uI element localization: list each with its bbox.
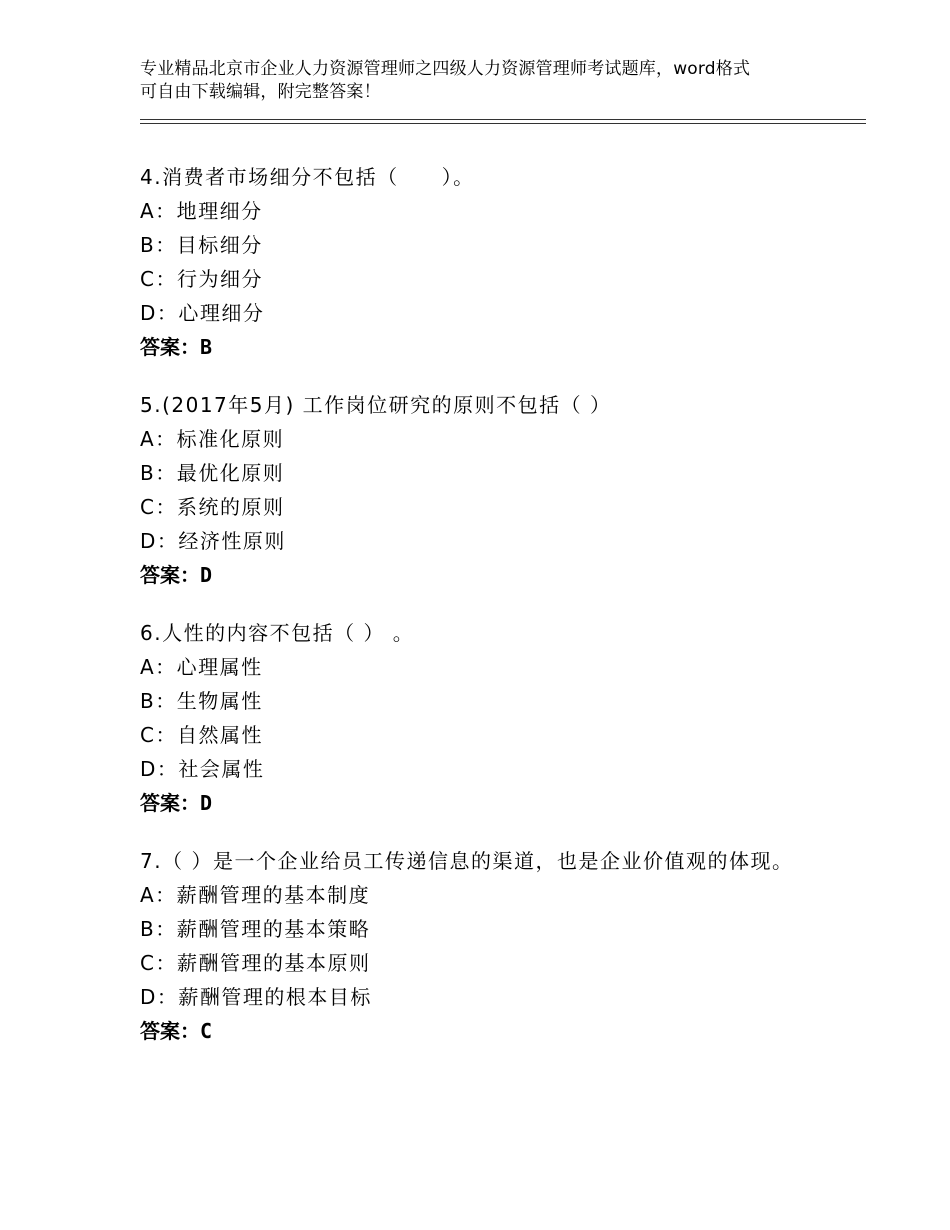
option-c: C：系统的原则	[140, 495, 285, 519]
answer-value: C	[200, 1019, 213, 1043]
option-b: B：薪酬管理的基本策略	[140, 917, 371, 941]
question-7	[140, 844, 860, 1048]
option-a: A：心理属性	[140, 655, 263, 679]
question-stem: 4.消费者市场细分不包括（ ）。	[140, 165, 475, 189]
option-a: A：地理细分	[140, 199, 263, 223]
question-5	[140, 388, 860, 592]
answer-value: D	[200, 791, 213, 815]
option-d: D：经济性原则	[140, 529, 286, 553]
header-divider-bottom	[140, 123, 866, 124]
document-header	[140, 58, 830, 104]
answer-line	[140, 786, 860, 820]
option-b: B：生物属性	[140, 689, 263, 713]
option-d: D：社会属性	[140, 757, 265, 781]
header-divider-top	[140, 119, 866, 120]
question-list	[140, 160, 860, 1072]
option-b: B：目标细分	[140, 233, 263, 257]
question-stem: 6.人性的内容不包括（ ） 。	[140, 621, 415, 645]
question-4	[140, 160, 860, 364]
answer-label: 答案：	[140, 563, 200, 587]
answer-label: 答案：	[140, 791, 200, 815]
option-c: C：薪酬管理的基本原则	[140, 951, 371, 975]
option-c: C：行为细分	[140, 267, 263, 291]
answer-value: D	[200, 563, 213, 587]
option-a: A：薪酬管理的基本制度	[140, 883, 371, 907]
option-d: D：薪酬管理的根本目标	[140, 985, 372, 1009]
answer-line	[140, 330, 860, 364]
header-line-1: 专业精品北京市企业人力资源管理师之四级人力资源管理师考试题库，word格式	[140, 59, 751, 79]
question-stem: 5.(2017年5月) 工作岗位研究的原则不包括（ ）	[140, 393, 612, 417]
option-b: B：最优化原则	[140, 461, 285, 485]
option-d: D：心理细分	[140, 301, 265, 325]
answer-label: 答案：	[140, 335, 200, 359]
answer-value: B	[200, 335, 213, 359]
answer-line	[140, 1014, 860, 1048]
option-a: A：标准化原则	[140, 427, 285, 451]
question-6	[140, 616, 860, 820]
answer-line	[140, 558, 860, 592]
option-c: C：自然属性	[140, 723, 263, 747]
question-stem: 7.（ ）是一个企业给员工传递信息的渠道，也是企业价值观的体现。	[140, 849, 794, 873]
answer-label: 答案：	[140, 1019, 200, 1043]
header-line-2: 可自由下载编辑，附完整答案！	[140, 82, 381, 102]
